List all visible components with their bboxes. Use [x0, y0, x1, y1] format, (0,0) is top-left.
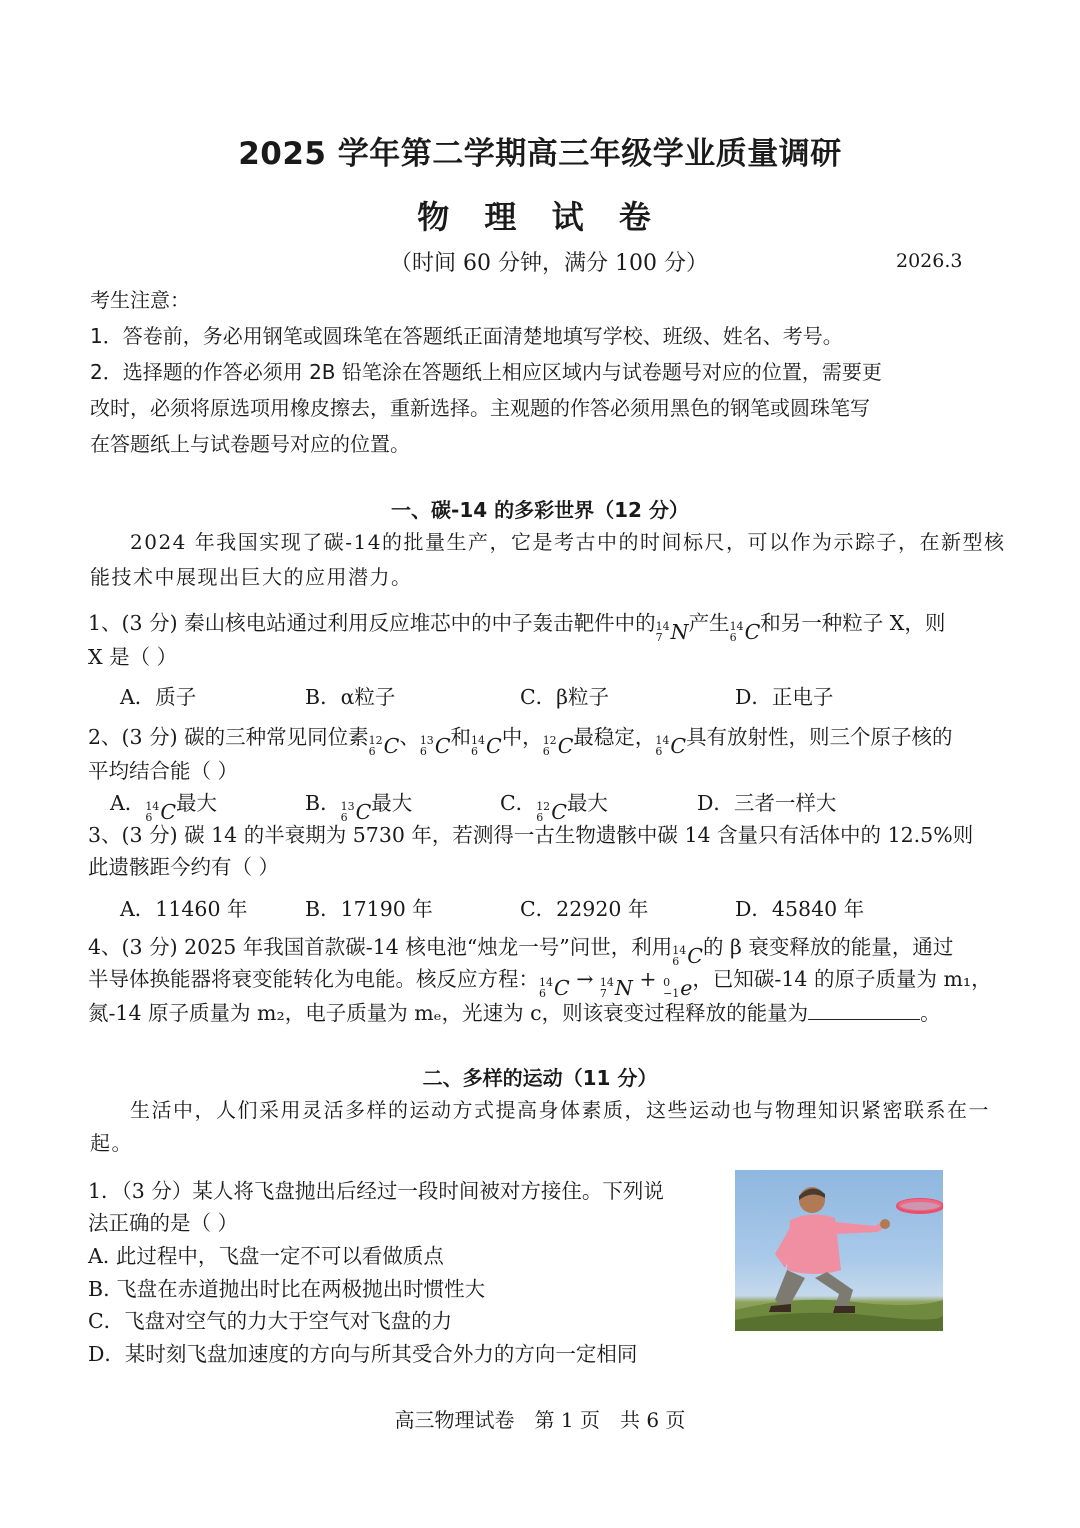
- question-1-3-line-2: 此遗骸距今约有（ ）: [88, 855, 280, 879]
- q1-1-option-d[interactable]: D．正电子: [735, 685, 834, 709]
- q1-3-option-c[interactable]: C．22920 年: [520, 897, 649, 921]
- time-info: （时间 60 分钟，满分 100 分）: [390, 251, 708, 276]
- section-2-intro-line-2: 起。: [90, 1131, 133, 1155]
- question-2-1-line-2: 法正确的是（ ）: [88, 1211, 239, 1235]
- section-2-title: 二、多样的运动（11 分）: [422, 1066, 658, 1090]
- question-2-1-line-1: 1．（3 分）某人将飞盘抛出后经过一段时间被对方接住。下列说: [88, 1179, 664, 1203]
- q2-1-option-a[interactable]: A. 此过程中，飞盘一定不可以看做质点: [88, 1244, 444, 1268]
- question-1-3-line-1: 3、(3 分) 碳 14 的半衰期为 5730 年，若测得一古生物遗骸中碳 14 含量只有活体中的 12.5%则: [88, 823, 974, 847]
- notice-item-2-line-3: 在答题纸上与试卷题号对应的位置。: [90, 432, 410, 456]
- q2-1-option-d[interactable]: D．某时刻飞盘加速度的方向与所其受合外力的方向一定相同: [88, 1342, 638, 1366]
- q2-1-option-b[interactable]: B. 飞盘在赤道抛出时比在两极抛出时惯性大: [88, 1277, 486, 1301]
- q1-2-option-c[interactable]: C． 12 6 C 最大: [500, 791, 608, 824]
- question-1-4-line-3: 氮-14 原子质量为 m₂，电子质量为 mₑ，光速为 c，则该衰变过程释放的能量为 。: [88, 1001, 941, 1025]
- q1-2-option-b[interactable]: B． 13 6 C 最大: [305, 791, 413, 824]
- frisbee-photo: [735, 1170, 943, 1331]
- page-footer: 高三物理试卷 第 1 页 共 6 页: [394, 1408, 686, 1432]
- q1-1-option-b[interactable]: B．α粒子: [305, 685, 396, 709]
- notice-item-2-line-2: 改时，必须将原选项用橡皮擦去，重新选择。主观题的作答必须用黑色的钢笔或圆珠笔写: [90, 396, 870, 420]
- q1-2-option-d[interactable]: D．三者一样大: [697, 791, 837, 815]
- q1-1-option-a[interactable]: A．质子: [120, 685, 197, 709]
- question-1-1-line-1: 1、(3 分) 秦山核电站通过利用反应堆芯中的中子轰击靶件中的 14 7 N 产生 14 6 C 和另一种粒子 X，则: [88, 611, 946, 644]
- question-1-2-line-1: 2、(3 分) 碳的三种常见同位素 12 6 C 、 13 6 C 和 14 6 C 中， 12 6 C 最稳定， 14 6 C 具有放射性，则三个原子核的: [88, 725, 953, 758]
- exam-date: 2026.3: [896, 250, 963, 272]
- section-2-intro-line-1: 生活中，人们采用灵活多样的运动方式提高身体素质，这些运动也与物理知识紧密联系在一: [130, 1098, 990, 1122]
- nuclide-c14: 14 6 C: [729, 620, 761, 644]
- q2-1-option-c[interactable]: C．飞盘对空气的力大于空气对飞盘的力: [88, 1309, 453, 1333]
- notice-item-2-line-1: 2．选择题的作答必须用 2B 铅笔涂在答题纸上相应区域内与试卷题号对应的位置，需要更: [90, 360, 882, 384]
- question-1-1-line-2: X 是（ ）: [88, 645, 178, 669]
- notice-heading: 考生注意：: [90, 288, 190, 312]
- section-1-intro-line-1: 2024 年我国实现了碳-14的批量生产，它是考古中的时间标尺，可以作为示踪子，在新型核: [130, 530, 1006, 554]
- nuclide-n14: 14 7 N: [655, 620, 689, 644]
- section-1-intro-line-2: 能技术中展现出巨大的应用潜力。: [90, 565, 413, 589]
- q1-3-option-b[interactable]: B．17190 年: [305, 897, 433, 921]
- q1-3-option-a[interactable]: A．11460 年: [120, 897, 248, 921]
- question-1-4-line-1: 4、(3 分) 2025 年我国首款碳-14 核电池“烛龙一号”问世，利用 14 6 C 的 β 衰变释放的能量，通过: [88, 935, 954, 968]
- frisbee-thrower-illustration: [735, 1170, 943, 1331]
- section-1-title: 一、碳-14 的多彩世界（12 分）: [391, 498, 689, 522]
- subject-title: 物 理 试 卷: [417, 198, 663, 236]
- answer-blank[interactable]: [808, 1002, 920, 1020]
- question-1-4-line-2: 半导体换能器将衰变能转化为电能。核反应方程： 14 6 C → 14 7 N + 0 −1 e ，已知碳-14 的原子质量为 m₁，: [88, 967, 992, 1000]
- q1-2-option-a[interactable]: A． 14 6 C 最大: [110, 791, 217, 824]
- question-1-2-line-2: 平均结合能（ ）: [88, 759, 239, 783]
- exam-title: 2025 学年第二学期高三年级学业质量调研: [238, 136, 842, 172]
- q1-3-option-d[interactable]: D．45840 年: [735, 897, 865, 921]
- notice-item-1: 1．答卷前，务必用钢笔或圆珠笔在答题纸正面清楚地填写学校、班级、姓名、考号。: [90, 324, 843, 348]
- q1-1-option-c[interactable]: C．β粒子: [520, 685, 610, 709]
